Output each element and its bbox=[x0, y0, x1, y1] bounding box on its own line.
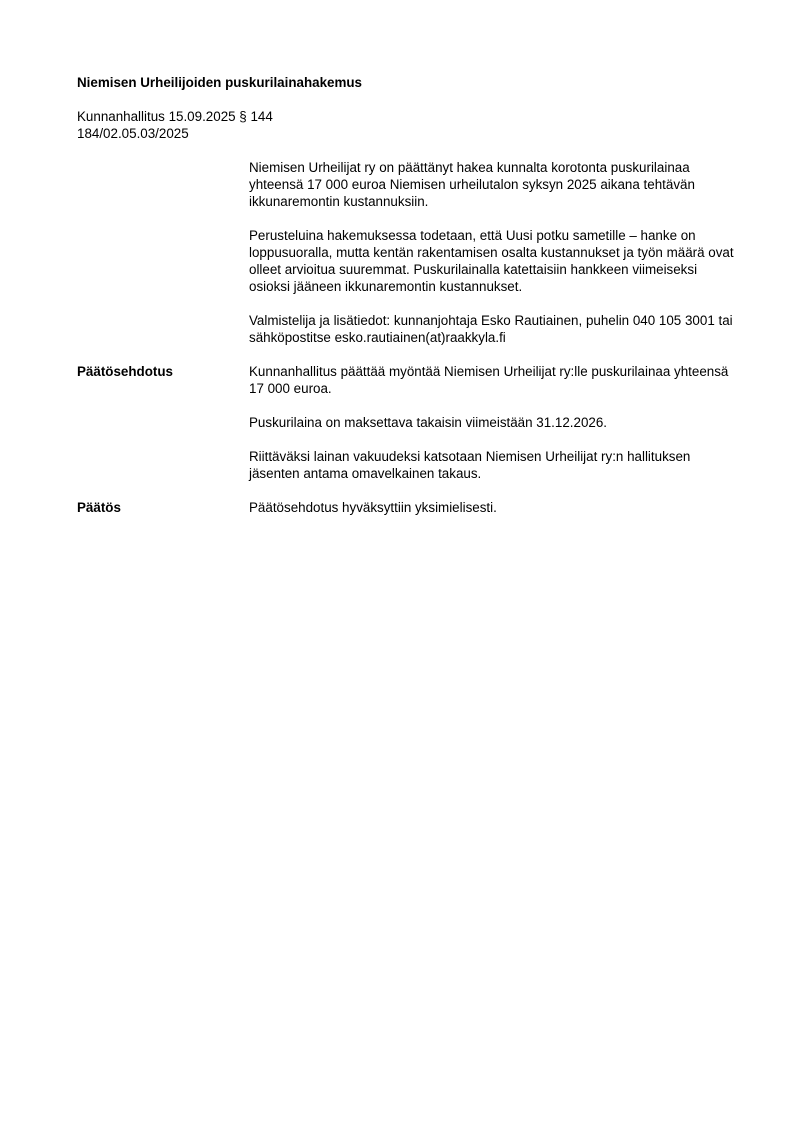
proposal-paragraph: Riittäväksi lainan vakuudeksi katsotaan Niemisen Urheilijat ry:n hallituksen jäsenten antama omavelkainen takaus. bbox=[249, 449, 691, 481]
document-title: Niemisen Urheilijoiden puskurilainahakemus bbox=[77, 75, 363, 90]
meeting-line: Kunnanhallitus 15.09.2025 § 144 bbox=[77, 109, 273, 124]
proposal-section bbox=[77, 363, 734, 482]
intro-paragraph: Niemisen Urheilijat ry on päättänyt hakea kunnalta korotonta puskurilainaa yhteensä 17 000 euroa Niemisen urheilutalon syksyn 2025 aikana tehtävän ikkunaremontin kustannuksiin. bbox=[249, 160, 695, 209]
intro-section bbox=[77, 159, 734, 346]
decision-body bbox=[249, 499, 735, 516]
proposal-paragraph: Puskurilaina on maksettava takaisin viimeistään 31.12.2026. bbox=[249, 415, 608, 430]
decision-label: Päätös bbox=[77, 500, 121, 515]
proposal-paragraph: Kunnanhallitus päättää myöntää Niemisen Urheilijat ry:lle puskurilainaa yhteensä 17 000 euroa. bbox=[249, 364, 729, 396]
intro-paragraph: Perusteluina hakemuksessa todetaan, että Uusi potku sametille – hanke on loppusuoralla, mutta kentän rakentamisen osalta kustannukset ja työn määrä ovat olleet arvioitua suuremmat. Puskurilainalla katettaisiin hankkeen viimeiseksi osioksi jääneen ikkunaremontin kustannukset. bbox=[249, 228, 734, 294]
decision-paragraph: Päätösehdotus hyväksyttiin yksimielisesti. bbox=[249, 500, 497, 515]
proposal-body bbox=[249, 363, 735, 482]
record-number: 184/02.05.03/2025 bbox=[77, 126, 189, 141]
meeting-info bbox=[77, 108, 734, 142]
proposal-label: Päätösehdotus bbox=[77, 364, 173, 379]
decision-section bbox=[77, 499, 734, 516]
intro-paragraph: Valmistelija ja lisätiedot: kunnanjohtaja Esko Rautiainen, puhelin 040 105 3001 tai sähköpostitse esko.rautiainen(at)raakkyla.fi bbox=[249, 313, 733, 345]
intro-body bbox=[249, 159, 735, 346]
